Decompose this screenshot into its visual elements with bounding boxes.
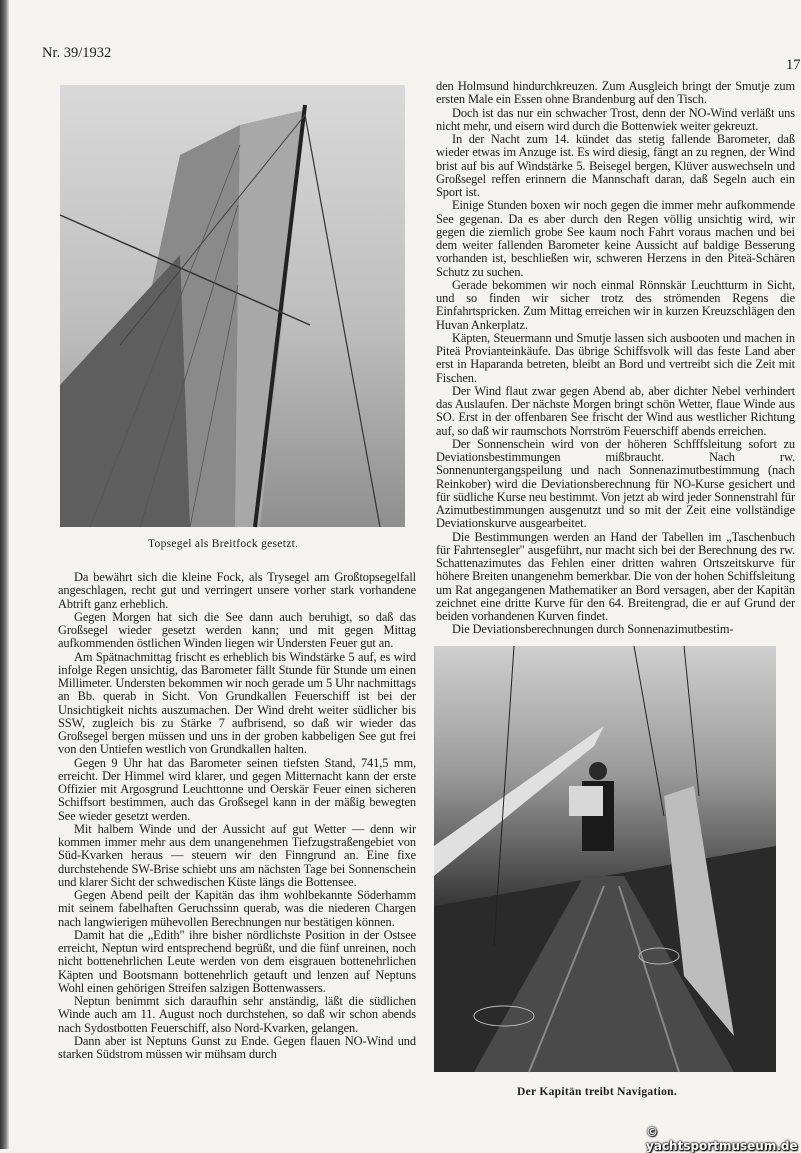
deck-illustration	[434, 646, 776, 1072]
watermark: © yachtsportmuseum.de	[646, 1125, 798, 1153]
page-number: 17	[786, 57, 801, 73]
paragraph: In der Nacht zum 14. kündet das stetig fallende Barometer, daß wieder etwas im Anzuge ist. Es wird diesig, fängt an zu regnen, der Wind brist auf bis auf Windstärke 5. Beisegel bergen, Klüver auswechseln und Großsegel reffen erinnern die Mannschaft daran, daß Segeln auch ein Sport ist.	[436, 132, 795, 199]
paragraph: Neptun benimmt sich daraufhin sehr anständig, läßt die südlichen Winde auch am 11. August noch durchstehen, so daß wir schon abends nach Sydostbotten Feuerschiff, also Nord-Kvarken, gelangen.	[58, 994, 416, 1035]
paragraph: Der Wind flaut zwar gegen Abend ab, aber dichter Nebel verhindert das Auslaufen. Der nächste Morgen bringt schön Wetter, flaue Winde aus SO. Erst in der offenbaren See frischt der Wind aus westlicher Richtung auf, so daß wir raumschots Norrström Feuerschiff abends erreichen.	[436, 383, 795, 438]
paragraph: Am Spätnachmittag frischt es erheblich bis Windstärke 5 auf, es wird infolge Regen unsichtig, das Barometer fällt Stunde für Stunde um einen Millimeter. Understen bekommen wir noch gerade um 5 Uhr nachmittags an Bb. querab in Sicht. Von Grundkallen Feuerschiff ist bei der Unsichtigkeit nichts auszumachen. Der Wind dreht weiter südlicher bis SSW, zugleich bis zu Stärke 7 aufbrisend, so daß wir wieder das Großsegel bergen müssen und uns in der groben kabbeligen See gut frei von den Untiefen westlich von Grundkallen halten.	[58, 649, 416, 757]
photo-captain-navigating	[434, 646, 776, 1072]
paragraph: Die Bestimmungen werden an Hand der Tabellen im „Taschenbuch für Fahrtensegler" ausgeführt, nur macht sich bei der Berechnung des rw. Schattenazimutes das Fehlen einer dritten wahren Ortszeitskurve für höhere Breiten unangenehm bemerkbar. Die von der hohen Schiffsleitung um Rat angegangenen Mathematiker an Bord versagen, aber der Kapitän zeichnet eine dritte Kurve für den 64. Breitengrad, die er auf Grund der beiden vorhandenen Kurven findet.	[436, 529, 795, 623]
paragraph: Einige Stunden boxen wir noch gegen die immer mehr aufkommende See gegenan. Da es aber durch den Regen völlig unsichtig wird, wir gegen die ziemlich grobe See kaum noch Fahrt voraus machen und bei dem weiter fallenden Barometer keine Aussicht auf baldige Besserung vorhanden ist, beschließen wir, schweren Herzens in den Piteä-Schären Schutz zu suchen.	[436, 198, 795, 279]
paragraph: Die Deviationsberechnungen durch Sonnenazimutbestim-	[452, 622, 734, 637]
paragraph: Der Sonnenschein wird von der höheren Schfffsleitung sofort zu Deviationsbestimmungen mißbraucht. Nach rw. Sonnenuntergangspeilung und nach Sonnenazimutbestimmung (nach Reinkober) wird die Deviationsberechnung für NO-Kurse gesichert und für südliche Kurse neu bestimmt. Von jetzt ab wird jeder Sonnenstrahl für Azimutbestimmungen ausgenutzt und so mit der Zeit eine vollständige Deviationskurve ausgearbeitet.	[436, 436, 795, 531]
right-text-column	[436, 80, 795, 637]
paragraph: den Holmsund hindurchkreuzen. Zum Ausgleich bringt der Smutje zum ersten Male ein Essen ohne Brandenburg auf den Tisch.	[436, 79, 795, 107]
photo-topsail	[60, 85, 405, 527]
left-text-column	[58, 571, 416, 1061]
paragraph: Käpten, Steuermann und Smutje lassen sich ausbooten und machen in Piteä Provianteinkäufe. Das übrige Schiffsvolk will das feste Land aber erst in Haparanda betreten, bleibt an Bord und vertreibt sich die Zeit mit Fischen.	[436, 330, 795, 385]
paragraph: Gerade bekommen wir noch einmal Rönnskär Leuchtturm in Sicht, und so finden wir sicher trotz des strömenden Regens die Einfahrtspricken. Zum Mittag erreichen wir in kurzen Kreuzschlägen den Huvan Ankerplatz.	[436, 277, 795, 332]
photo-caption: Topsegel als Breitfock gesetzt.	[148, 538, 299, 550]
paragraph: Doch ist das nur ein schwacher Trost, denn der NO-Wind verläßt uns nicht mehr, und eisern wird durch die Bottenwiek weiter gekreuzt.	[436, 105, 795, 133]
paragraph: Gegen Abend peilt der Kapitän das ihm wohlbekannte Söderhamm mit seinem fabelhaften Geruchssinn querab, was die niederen Chargen nach langwierigen mühevollen Berechnungen nur bestätigen können.	[58, 888, 416, 929]
paragraph: Mit halbem Winde und der Aussicht auf gut Wetter — denn wir kommen immer mehr aus dem unangenehmen Tiefzugstraßengebiet von Süd-Kvarken heraus — steuern wir den Finngrund an. Eine fixe durchstehende SW-Brise schiebt uns am nächsten Tage bei Sonnenschein und klarer Sicht der schwedischen Küste längs die Bottensee.	[58, 821, 416, 889]
paragraph: Da bewährt sich die kleine Fock, als Trysegel am Großtopsegelfall angeschlagen, recht gut und verringert unsere vorher stark vorhandene Abtrift ganz erheblich.	[58, 570, 416, 611]
paragraph: Dann aber ist Neptuns Gunst zu Ende. Gegen flauen NO-Wind und starken Südstrom müssen wir mühsam durch	[58, 1033, 416, 1061]
sail-illustration	[60, 85, 405, 527]
photo-caption: Der Kapitän treibt Navigation.	[517, 1086, 677, 1098]
paragraph: Gegen Morgen hat sich die See dann auch beruhigt, so daß das Großsegel wieder gesetzt werden kann; und mit gegen Mittag aufkommenden östlichen Winden liegen wir Understen Feuer gut an.	[58, 609, 416, 651]
paragraph: Damit hat die „Edith" ihre bisher nördlichste Position in der Ostsee erreicht, Neptun wird entsprechend begrüßt, und die fünf unreinen, noch nicht bottenehrlichen Leute werden von dem eisgrauen bottenehrlichen Käpten und Bootsmann bottenehrlich getauft und lenzen auf Neptuns Wohl einen gehörigen Streifen salzigen Bottenwassers.	[58, 927, 416, 995]
paragraph: Gegen 9 Uhr hat das Barometer seinen tiefsten Stand, 741,5 mm, erreicht. Der Himmel wird klarer, und gegen Mitternacht kann der erste Offizier mit Argosgrund Leuchttonne und Oerskär Feuer einen sicheren Schiffsort bestimmen, auch das Großsegel kann in der mäßig bewegten See wieder gesetzt werden.	[58, 755, 416, 823]
scan-binding-edge	[0, 0, 9, 1149]
issue-number: Nr. 39/1932	[42, 45, 112, 61]
